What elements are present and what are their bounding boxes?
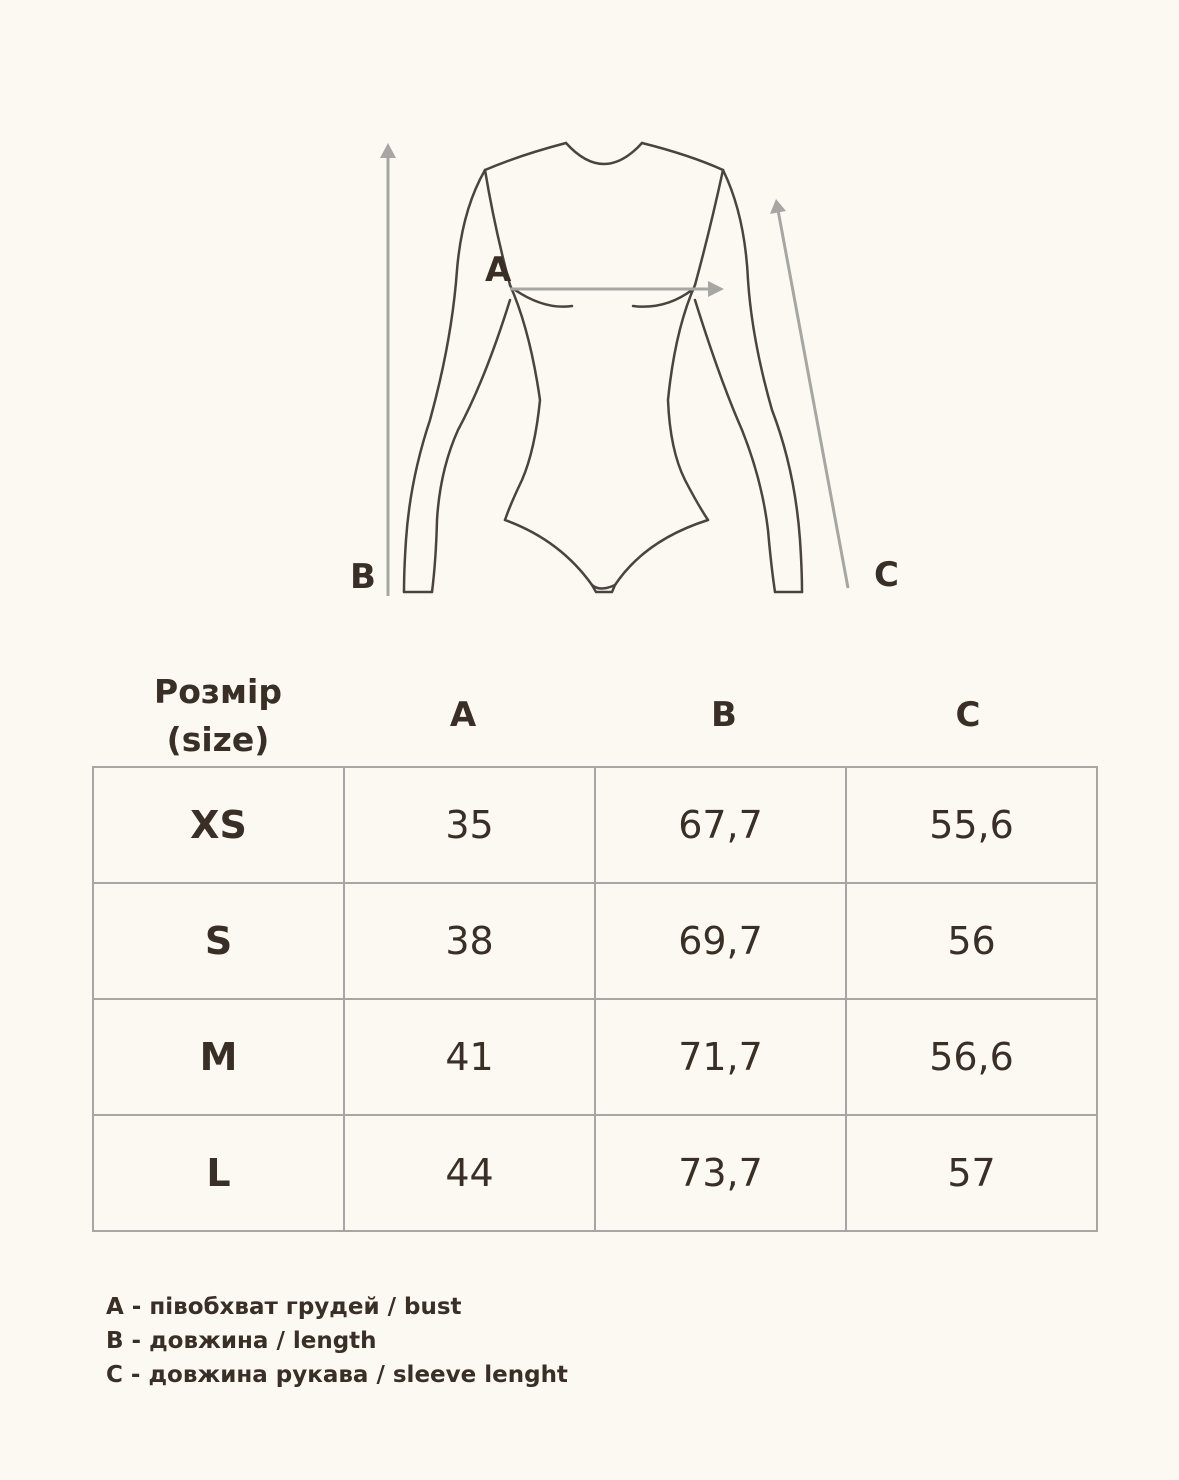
- bodysuit-illustration: [0, 0, 1179, 640]
- value-cell-c: 57: [846, 1115, 1097, 1231]
- bodysuit-diagram: [0, 0, 1179, 640]
- size-cell: S: [93, 883, 344, 999]
- value-cell-b: 73,7: [595, 1115, 846, 1231]
- value-cell-c: 56: [846, 883, 1097, 999]
- value-cell-c: 56,6: [846, 999, 1097, 1115]
- size-header-line2: (size): [166, 720, 270, 759]
- column-header-a: A: [449, 695, 477, 735]
- diagram-label-c: C: [874, 555, 899, 595]
- value-cell-c: 55,6: [846, 767, 1097, 883]
- size-cell: M: [93, 999, 344, 1115]
- value-cell-b: 69,7: [595, 883, 846, 999]
- table-row: [93, 767, 1097, 883]
- measurement-legend: [106, 1290, 806, 1392]
- garment-outline: [404, 143, 802, 592]
- value-cell-a: 41: [344, 999, 595, 1115]
- column-header-b: B: [711, 695, 737, 735]
- value-cell-a: 38: [344, 883, 595, 999]
- value-cell-b: 67,7: [595, 767, 846, 883]
- diagram-label-b: B: [350, 557, 376, 597]
- table-row: [93, 999, 1097, 1115]
- size-cell: XS: [93, 767, 344, 883]
- legend-item-a: A - півобхват грудей / bust: [106, 1294, 462, 1320]
- value-cell-a: 35: [344, 767, 595, 883]
- size-cell: L: [93, 1115, 344, 1231]
- column-header-c: C: [955, 695, 981, 735]
- dimension-arrows: [380, 143, 848, 596]
- size-chart-table: [92, 766, 1098, 1232]
- legend-item-b: B - довжина / length: [106, 1328, 377, 1354]
- size-header-line1: Розмір: [154, 672, 282, 711]
- size-column-header: [118, 668, 318, 764]
- table-row: [93, 1115, 1097, 1231]
- legend-item-c: C - довжина рукава / sleeve lenght: [106, 1362, 568, 1388]
- diagram-label-a: A: [485, 250, 512, 290]
- value-cell-b: 71,7: [595, 999, 846, 1115]
- table-row: [93, 883, 1097, 999]
- value-cell-a: 44: [344, 1115, 595, 1231]
